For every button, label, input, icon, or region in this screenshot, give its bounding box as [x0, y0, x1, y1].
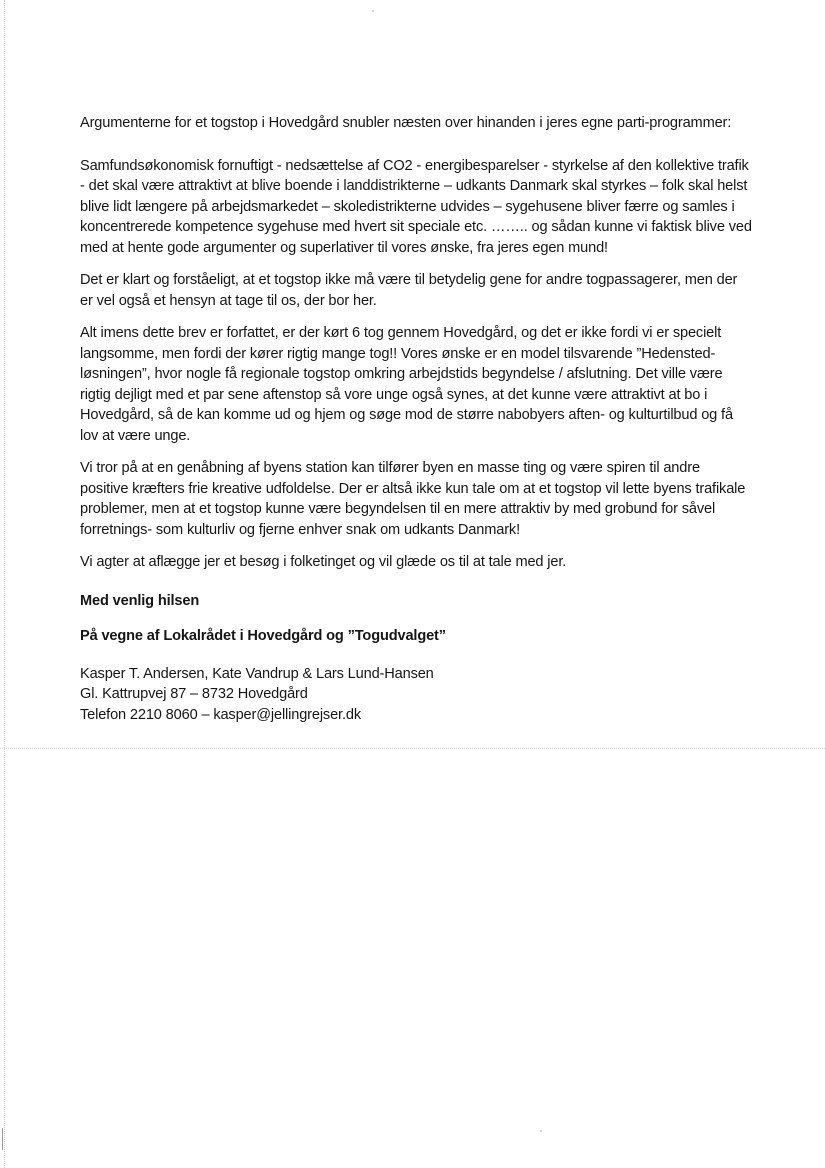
paragraph-intro: Argumenterne for et togstop i Hovedgård snubler næsten over hinanden i jeres egne parti-programmer:: [80, 115, 732, 131]
signature-address: Gl. Kattrupvej 87 – 8732 Hovedgård: [80, 686, 308, 702]
scan-line: [0, 748, 825, 749]
scan-edge-left: [4, 0, 5, 1168]
signature-block: [80, 664, 752, 726]
paragraph-visit: Vi agter at aflægge jer et besøg i folketinget og vil glæde os til at tale med jer.: [80, 554, 567, 570]
closing-greeting: Med venlig hilsen: [80, 592, 200, 609]
paragraph-trains: Alt imens dette brev er forfattet, er der kørt 6 tog gennem Hovedgård, og det er ikke fordi vi er specielt langsomme, men fordi der kører rigtig mange tog!! Vores ønske er en model tilsvarende ”Hedensted-løsningen”, hvor nogle få regionale togstop omkring arbejdstids begyndelse / afslutning. Det ville være rigtig dejligt med et par sene aftenstop så vore unge også synes, at det kunne være attraktivt at bo i Hovedgård, så de kan komme ud og hjem og søge mod de større nabobyers aften- og kulturtilbud og få lov at være unge.: [80, 325, 733, 444]
scan-tick: [2, 1128, 6, 1150]
signature-names: Kasper T. Andersen, Kate Vandrup & Lars Lund-Hansen: [80, 665, 434, 682]
paragraph-arguments: Samfundsøkonomisk fornuftigt - nedsættelse af CO2 - energibesparelser - styrkelse af den kollektive trafik - det skal være attraktivt at blive boende i landdistrikterne – udkants Danmark skal styrkes – folk skal helst blive lidt længere på arbejdsmarkedet – skoledistrikterne udvides – sygehusene bliver færre og samles i koncentrerede kompetence sygehuse med hvert sit speciale etc. …….. og sådan kunne vi faktisk blive ved med at hente gode argumenter og superlativer til vores ønske, fra jeres egen mund!: [80, 157, 752, 256]
scan-speck: [372, 10, 374, 12]
paragraph-consideration: Det er klart og forståeligt, at et togstop ikke må være til betydelig gene for andre togpassagerer, men der er vel også et hensyn at tage til os, der bor her.: [80, 272, 738, 309]
letter-body: [80, 113, 752, 725]
on-behalf-line: På vegne af Lokalrådet i Hovedgård og ”Togudvalget”: [80, 628, 446, 644]
scan-speck: [540, 1130, 542, 1132]
paragraph-station: Vi tror på at en genåbning af byens station kan tilfører byen en masse ting og være spiren til andre positive kræfters frie kreative udfoldelse. Der er altså ikke kun tale om at et togstop vil lette byens trafikale problemer, men at et togstop kunne være begyndelsen til en mere attraktiv by med grobund for såvel forretnings- som kulturliv og fjerne enhver snak om udkants Danmark!: [80, 460, 746, 538]
signature-contact: Telefon 2210 8060 – kasper@jellingrejser.dk: [80, 706, 361, 723]
